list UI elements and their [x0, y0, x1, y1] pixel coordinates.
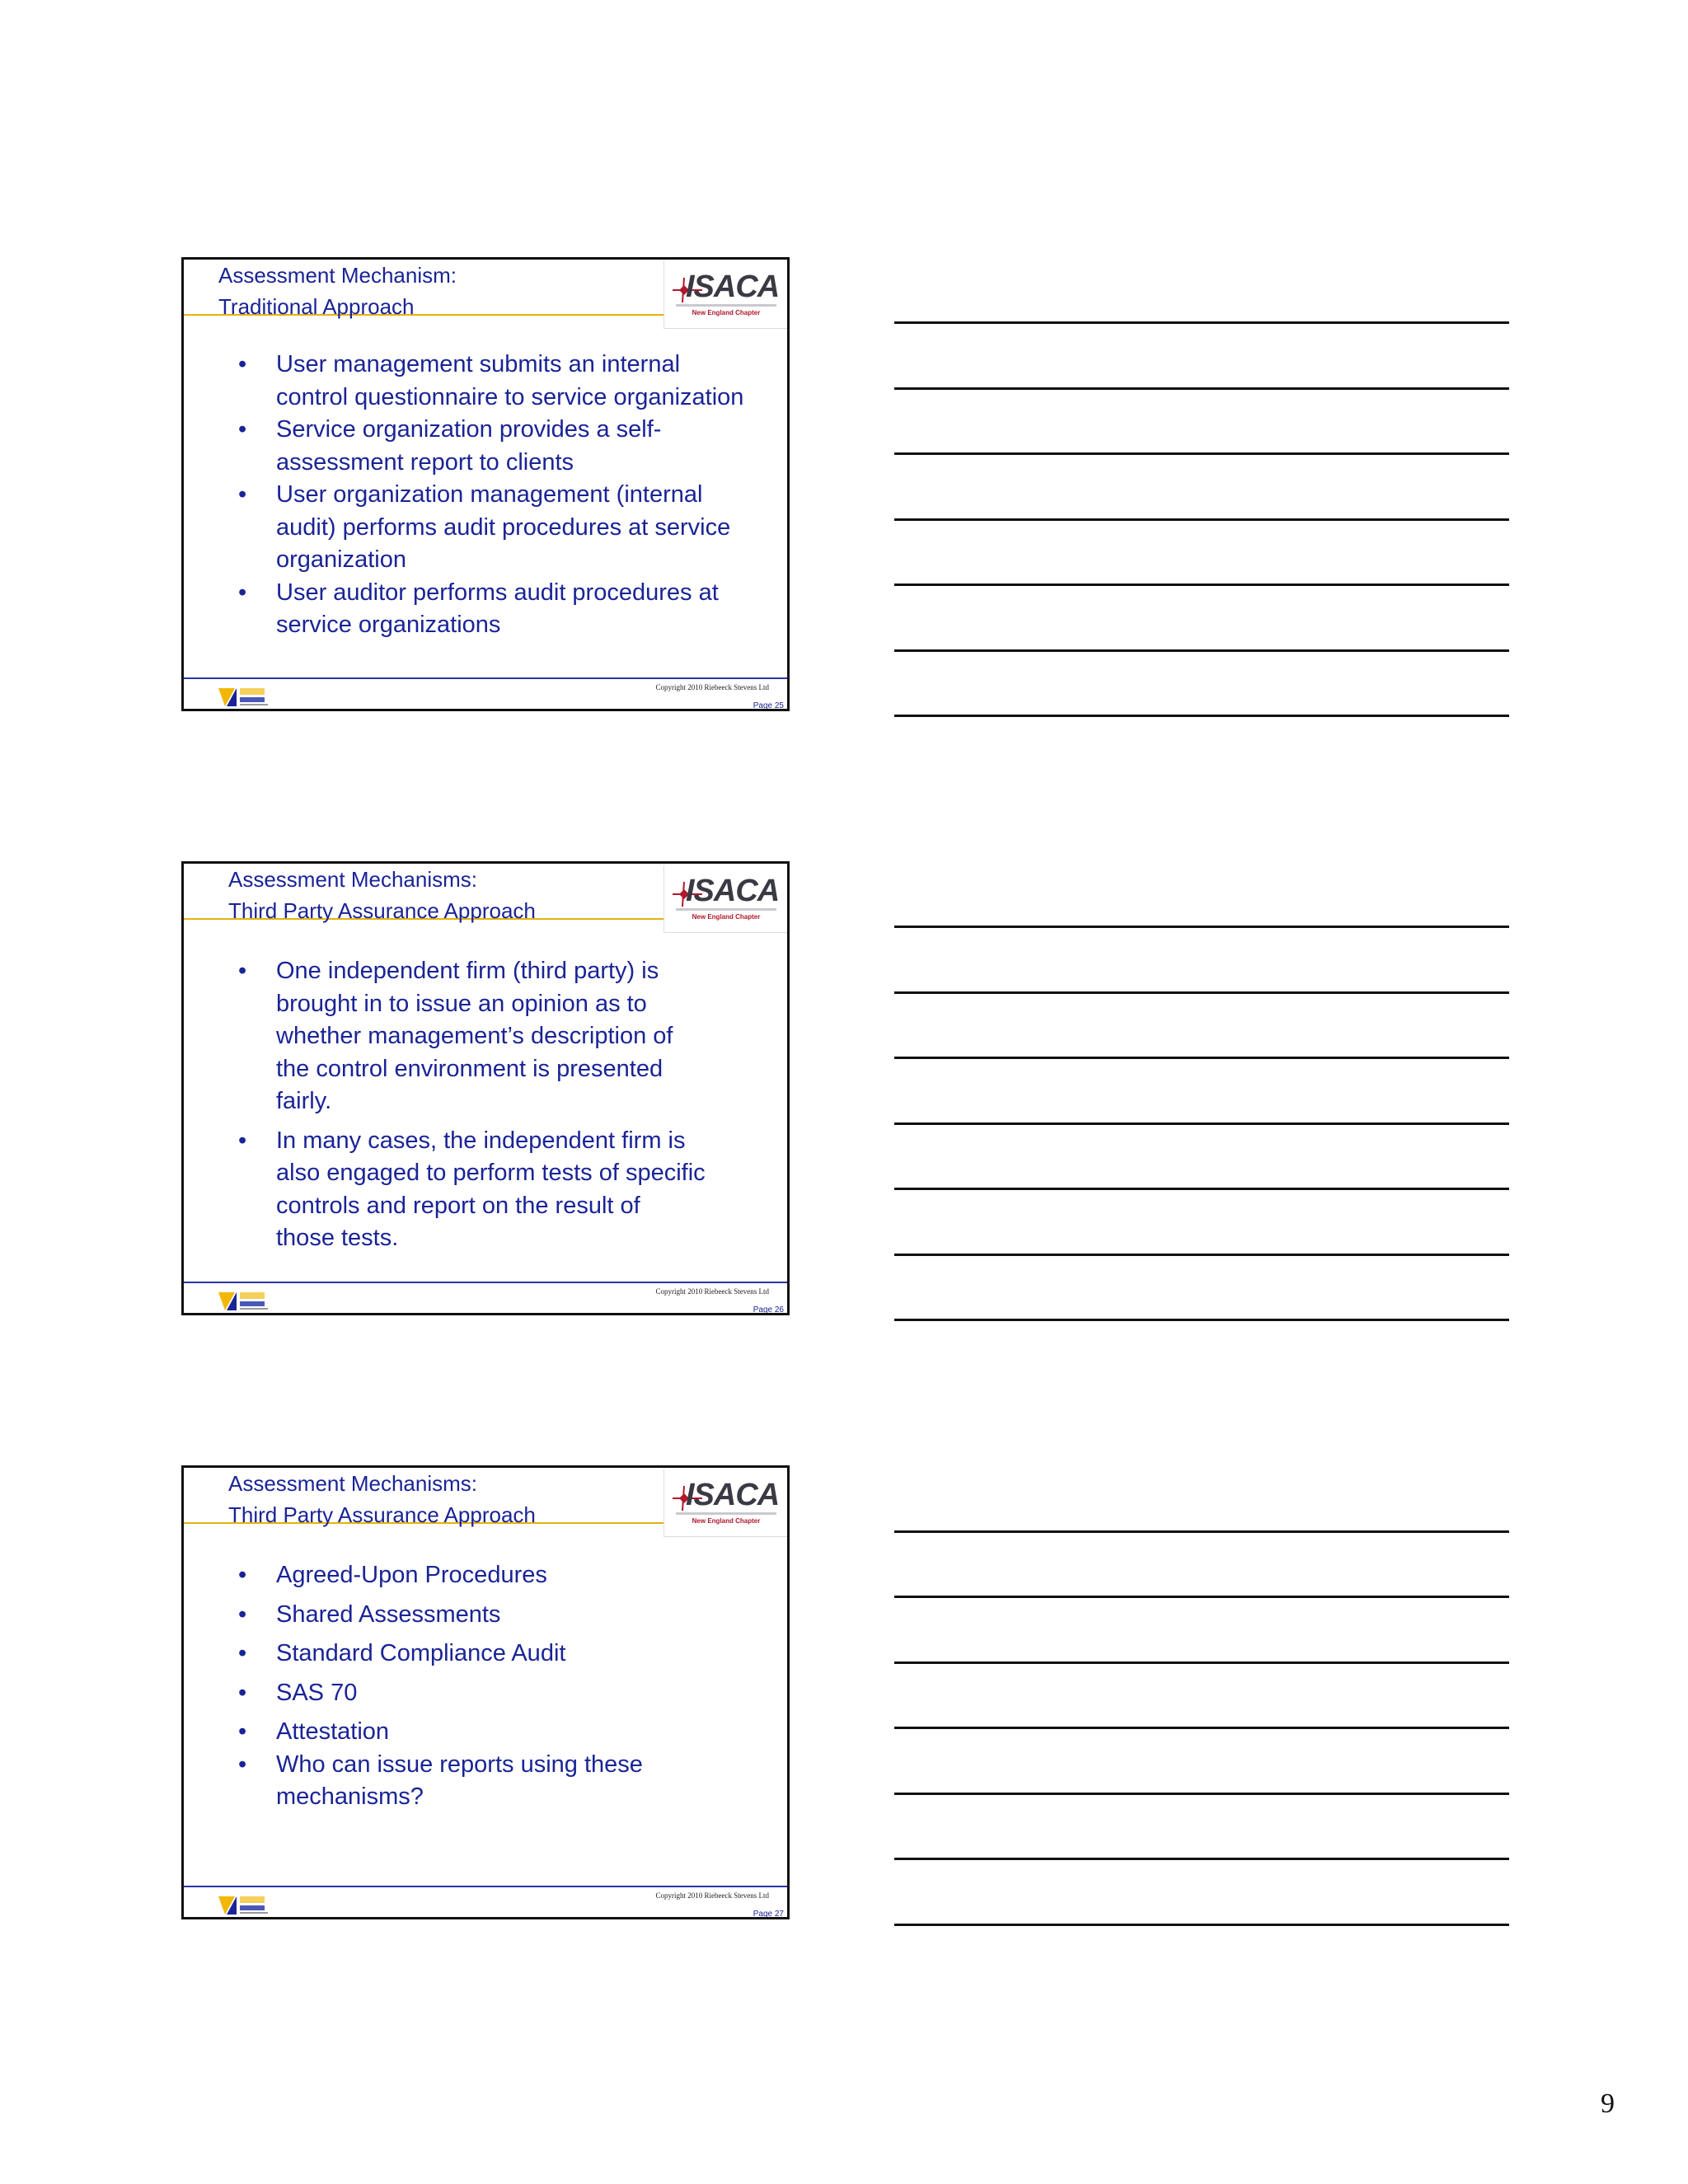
slide-page-number: Page 27: [753, 1910, 784, 1919]
bullet-line: service organizations: [276, 612, 501, 638]
bullet-line: whether management’s description of: [276, 1023, 673, 1049]
footer-rule: [184, 1886, 787, 1887]
bullet-line: • User management submits an internal: [276, 351, 681, 377]
bullet-item: [238, 1638, 774, 1671]
bullet-item: [238, 1599, 774, 1632]
bullet-item: [238, 955, 774, 1118]
bullet-line: assessment report to clients: [276, 448, 574, 476]
note-line: [894, 1596, 1509, 1598]
note-line: [894, 1057, 1509, 1059]
bullet-line: mechanisms?: [276, 1783, 424, 1810]
bullet-item: [238, 1749, 774, 1814]
bullet-item: [238, 1125, 774, 1255]
bullet-line: audit) performs audit procedures at service: [276, 513, 731, 541]
note-line: [894, 1727, 1509, 1729]
footer-rule: [184, 677, 787, 679]
note-line: [894, 1924, 1509, 1926]
bullet-line: also engaged to perform tests of specific: [276, 1160, 706, 1186]
isaca-logo: [663, 865, 787, 933]
logo-tagline-bar: [676, 908, 776, 911]
bullet-line: controls and report on the result of: [276, 1192, 640, 1219]
note-line: [894, 583, 1509, 586]
isaca-logo: [663, 1469, 787, 1537]
note-line: [894, 387, 1509, 390]
note-line: [894, 715, 1509, 717]
bullet-list: [238, 955, 774, 1255]
bullet-line: fairly.: [276, 1088, 332, 1114]
isaca-logo: [663, 261, 787, 329]
riebeeck-logo-icon: [217, 1893, 271, 1916]
note-line: [894, 1661, 1509, 1664]
slide-page-number: Page 26: [753, 1305, 784, 1315]
isaca-logo-text: ISACA: [686, 269, 780, 304]
bullet-line: • SAS 70: [276, 1679, 358, 1706]
slide-title: [184, 1468, 663, 1527]
copyright-text: Copyright 2010 Riebeeck Stevens Ltd: [655, 1287, 769, 1296]
note-line: [894, 1858, 1509, 1860]
slide-26: [181, 861, 790, 1315]
bullet-item: [238, 1716, 774, 1749]
bullet-line: • One independent firm (third party) is: [276, 958, 659, 984]
slide-title-line-1: Assessment Mechanisms:: [228, 867, 477, 892]
bullet-line: • Attestation: [276, 1718, 390, 1745]
note-line: [894, 1530, 1509, 1533]
logo-chapter: New England Chapter: [692, 309, 761, 316]
bullet-line: • User auditor performs audit procedures at: [276, 579, 719, 606]
slide-title: [184, 864, 663, 923]
bullet-line: brought in to issue an opinion as to: [276, 990, 647, 1017]
bullet-item: [238, 1559, 774, 1592]
note-line: [894, 649, 1509, 652]
note-line: [894, 452, 1509, 455]
bullet-item: [238, 349, 774, 414]
footer-rule: [184, 1282, 787, 1283]
slide-title-line-1: Assessment Mechanisms:: [228, 1471, 477, 1496]
note-line: [894, 518, 1509, 521]
copyright-text: Copyright 2010 Riebeeck Stevens Ltd: [655, 683, 769, 691]
riebeeck-logo-icon: [217, 1289, 271, 1312]
bullet-line: control questionnaire to service organization: [276, 383, 744, 410]
slide-title-line-2: Traditional Approach: [218, 294, 415, 319]
note-line: [894, 991, 1509, 994]
bullet-line: • In many cases, the independent firm is: [276, 1127, 686, 1154]
bullet-line: • Service organization provides a self-: [276, 416, 662, 443]
isaca-logo-text: ISACA: [686, 874, 780, 908]
bullet-line: • Who can issue reports using these: [276, 1750, 643, 1778]
slide-27: [181, 1465, 790, 1919]
riebeeck-logo-icon: [217, 685, 271, 708]
bullet-line: • Shared Assessments: [276, 1601, 501, 1628]
slide-title-line-1: Assessment Mechanism:: [218, 263, 457, 288]
logo-chapter: New England Chapter: [692, 1517, 761, 1525]
bullet-line: organization: [276, 546, 406, 573]
slide-25: [181, 257, 790, 711]
bullet-item: [238, 414, 774, 479]
note-line: [894, 1319, 1509, 1321]
bullet-line: • Agreed-Upon Procedures: [276, 1562, 547, 1588]
handout-page-number: 9: [1601, 2088, 1615, 2119]
copyright-text: Copyright 2010 Riebeeck Stevens Ltd: [655, 1891, 769, 1900]
note-line: [894, 1793, 1509, 1795]
bullet-line: • User organization management (internal: [276, 481, 703, 508]
bullet-item: [238, 577, 774, 642]
slide-title-line-2: Third Party Assurance Approach: [228, 1502, 536, 1527]
slide-page-number: Page 25: [753, 701, 784, 710]
bullet-list: [238, 349, 774, 642]
slide-title-line-2: Third Party Assurance Approach: [228, 898, 536, 923]
slide-title: [184, 260, 663, 319]
note-line: [894, 321, 1509, 324]
note-line: [894, 926, 1509, 928]
note-line: [894, 1122, 1509, 1125]
bullet-list: [238, 1559, 774, 1814]
note-line: [894, 1254, 1509, 1256]
note-line: [894, 1188, 1509, 1190]
bullet-item: [238, 1677, 774, 1710]
bullet-line: those tests.: [276, 1225, 399, 1251]
bullet-line: the control environment is presented: [276, 1055, 663, 1082]
bullet-item: [238, 479, 774, 577]
logo-tagline-bar: [676, 304, 776, 307]
logo-tagline-bar: [676, 1512, 776, 1515]
bullet-line: • Standard Compliance Audit: [276, 1640, 566, 1666]
logo-chapter: New England Chapter: [692, 913, 761, 921]
isaca-logo-text: ISACA: [686, 1478, 780, 1512]
